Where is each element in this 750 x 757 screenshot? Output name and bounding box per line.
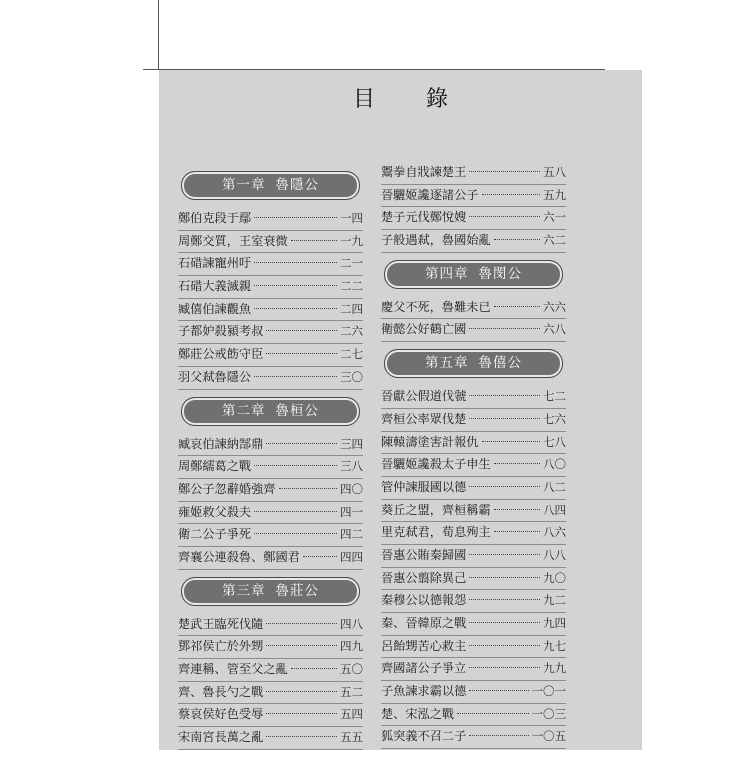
entry-page-number: 九〇 bbox=[543, 570, 566, 585]
entry-title: 陳轅濤塗害計報仇 bbox=[381, 432, 481, 453]
entry-title: 蔡哀侯好色受辱 bbox=[178, 704, 265, 725]
toc-entry[interactable] bbox=[381, 185, 566, 208]
toc-entry[interactable] bbox=[178, 456, 363, 479]
dot-leader bbox=[469, 554, 540, 555]
dot-leader bbox=[254, 376, 337, 377]
entry-title: 齊桓公率眾伐楚 bbox=[381, 409, 468, 430]
entry-title: 齊連稱、管至父之亂 bbox=[178, 659, 290, 680]
dot-leader bbox=[469, 486, 540, 487]
toc-entry[interactable] bbox=[381, 207, 566, 230]
chapter-heading bbox=[384, 260, 563, 289]
toc-entry[interactable] bbox=[381, 477, 566, 500]
entry-page-number: 二二 bbox=[340, 279, 363, 294]
dot-leader bbox=[303, 556, 337, 557]
dot-leader bbox=[254, 217, 337, 218]
chapter-group bbox=[381, 162, 566, 253]
dot-leader bbox=[469, 622, 540, 623]
dot-leader bbox=[469, 328, 540, 329]
entry-title: 石碏諫寵州吁 bbox=[178, 253, 253, 274]
toc-entry[interactable] bbox=[381, 613, 566, 636]
entry-title: 呂飴甥苦心救主 bbox=[381, 636, 468, 657]
chapter-group bbox=[178, 171, 363, 390]
entry-page-number: 六八 bbox=[543, 322, 566, 337]
toc-entry[interactable] bbox=[178, 704, 363, 727]
entry-page-number: 一四 bbox=[340, 211, 363, 225]
entry-title: 羽父弒魯隱公 bbox=[178, 367, 253, 388]
entry-page-number: 五二 bbox=[340, 684, 363, 699]
toc-entry[interactable] bbox=[178, 502, 363, 525]
toc-entry[interactable] bbox=[381, 522, 566, 545]
entry-title: 里克弒君，荀息殉主 bbox=[381, 522, 493, 543]
toc-entry[interactable] bbox=[381, 297, 566, 320]
toc-entry[interactable] bbox=[381, 704, 566, 727]
toc-entry[interactable] bbox=[178, 276, 363, 299]
toc-entry[interactable] bbox=[381, 162, 566, 185]
entry-page-number: 六一 bbox=[543, 210, 566, 225]
entry-title: 鄭伯克段于鄢 bbox=[178, 208, 253, 229]
entry-title: 臧哀伯諫納郜鼎 bbox=[178, 434, 265, 455]
toc-entry[interactable] bbox=[178, 253, 363, 276]
entry-title: 鄭公子忽辭婚強齊 bbox=[178, 479, 278, 500]
entry-page-number: 九九 bbox=[543, 661, 566, 676]
entry-title: 周鄭交質，王室衰微 bbox=[178, 231, 290, 252]
dot-leader bbox=[469, 599, 540, 600]
entry-title: 晉獻公假道伐虢 bbox=[381, 386, 468, 407]
entry-page-number: 九四 bbox=[543, 616, 566, 630]
entry-page-number: 七六 bbox=[543, 411, 566, 426]
dot-leader bbox=[254, 533, 337, 534]
dot-leader bbox=[279, 488, 338, 489]
entry-page-number: 三八 bbox=[340, 459, 363, 474]
entry-page-number: 四四 bbox=[340, 549, 363, 564]
toc-entry[interactable] bbox=[178, 636, 363, 659]
entry-title: 子魚諫求霸以德 bbox=[381, 681, 468, 702]
chapter-heading bbox=[181, 577, 360, 606]
dot-leader bbox=[291, 240, 337, 241]
entry-page-number: 五五 bbox=[340, 730, 363, 745]
entry-page-number: 三四 bbox=[340, 436, 363, 451]
dot-leader bbox=[291, 668, 337, 669]
toc-entry[interactable] bbox=[178, 434, 363, 457]
entry-page-number: 一〇一 bbox=[531, 684, 566, 699]
dot-leader bbox=[266, 353, 337, 354]
toc-entry[interactable] bbox=[381, 568, 566, 591]
dot-leader bbox=[254, 511, 337, 512]
chapter-group bbox=[178, 577, 363, 750]
crop-mark-vertical bbox=[158, 0, 159, 70]
toc-entry[interactable] bbox=[178, 524, 363, 547]
toc-entry[interactable] bbox=[178, 208, 363, 231]
entry-page-number: 五八 bbox=[543, 165, 566, 179]
entry-title: 鬻拳自戕諫楚王 bbox=[381, 162, 468, 183]
chapter-name: 魯閔公 bbox=[478, 265, 522, 282]
entry-page-number: 六六 bbox=[543, 299, 566, 314]
entry-page-number: 八四 bbox=[543, 502, 566, 517]
toc-entry[interactable] bbox=[381, 658, 566, 681]
dot-leader bbox=[469, 418, 540, 419]
toc-entry[interactable] bbox=[381, 386, 566, 409]
dot-leader bbox=[482, 441, 541, 442]
toc-entry[interactable] bbox=[178, 614, 363, 637]
dot-leader bbox=[482, 194, 541, 195]
chapter-group bbox=[381, 349, 566, 749]
entry-page-number: 二七 bbox=[340, 347, 363, 362]
chapter-number: 第五章 bbox=[425, 355, 469, 372]
entry-title: 雍姬救父殺夫 bbox=[178, 502, 253, 523]
dot-leader bbox=[266, 330, 337, 331]
entry-page-number: 四一 bbox=[340, 504, 363, 519]
entry-title: 石碏大義滅親 bbox=[178, 276, 253, 297]
entry-page-number: 九七 bbox=[543, 638, 566, 653]
entry-title: 楚子元伐鄭悅嫂 bbox=[381, 207, 468, 228]
entry-title: 臧僖伯諫觀魚 bbox=[178, 299, 253, 320]
entry-page-number: 四九 bbox=[340, 639, 363, 654]
toc-entry[interactable] bbox=[381, 409, 566, 432]
entry-title: 子都妒殺潁考叔 bbox=[178, 321, 265, 342]
toc-right-column bbox=[381, 162, 566, 756]
entry-title: 衛懿公好鶴亡國 bbox=[381, 319, 468, 340]
toc-entry[interactable] bbox=[178, 231, 363, 254]
dot-leader bbox=[266, 623, 337, 624]
dot-leader bbox=[254, 285, 337, 286]
dot-leader bbox=[469, 735, 528, 736]
dot-leader bbox=[494, 306, 540, 307]
entry-page-number: 一九 bbox=[340, 233, 363, 248]
dot-leader bbox=[266, 691, 337, 692]
chapter-heading bbox=[384, 349, 563, 378]
toc-entry[interactable] bbox=[381, 432, 566, 455]
toc-page bbox=[159, 70, 642, 750]
toc-entry[interactable] bbox=[381, 454, 566, 477]
toc-entry[interactable] bbox=[178, 479, 363, 502]
entry-page-number: 八八 bbox=[543, 547, 566, 562]
dot-leader bbox=[469, 171, 540, 172]
entry-page-number: 三〇 bbox=[340, 369, 363, 384]
dot-leader bbox=[266, 713, 337, 714]
dot-leader bbox=[494, 239, 540, 240]
dot-leader bbox=[266, 645, 337, 646]
entry-page-number: 八六 bbox=[543, 525, 566, 540]
entry-title: 晉驪姬讒殺太子申生 bbox=[381, 454, 493, 475]
dot-leader bbox=[494, 463, 540, 464]
entry-title: 狐突義不召二子 bbox=[381, 726, 468, 747]
entry-title: 楚武王臨死伐隨 bbox=[178, 614, 265, 635]
entry-page-number: 五四 bbox=[340, 707, 363, 722]
dot-leader bbox=[254, 308, 337, 309]
toc-entry[interactable] bbox=[178, 321, 363, 344]
chapter-group bbox=[381, 260, 566, 342]
entry-title: 鄧祁侯亡於外甥 bbox=[178, 636, 265, 657]
dot-leader bbox=[494, 509, 540, 510]
chapter-name: 魯僖公 bbox=[478, 355, 522, 372]
dot-leader bbox=[494, 531, 540, 532]
chapter-heading bbox=[181, 171, 360, 200]
toc-entry[interactable] bbox=[381, 319, 566, 342]
toc-entry[interactable] bbox=[178, 682, 363, 705]
entry-title: 齊國諸公子爭立 bbox=[381, 658, 468, 679]
entry-page-number: 五〇 bbox=[340, 662, 363, 676]
entry-page-number: 一〇三 bbox=[531, 706, 566, 721]
chapter-number: 第二章 bbox=[222, 402, 266, 419]
entry-title: 宋南宮長萬之亂 bbox=[178, 727, 265, 748]
entry-title: 齊襄公連殺魯、鄭國君 bbox=[178, 547, 302, 568]
chapter-name: 魯隱公 bbox=[275, 177, 319, 193]
entry-title: 慶父不死，魯難未已 bbox=[381, 297, 493, 318]
entry-title: 齊、魯長勺之戰 bbox=[178, 682, 265, 703]
toc-left-column bbox=[178, 171, 363, 757]
toc-entry[interactable] bbox=[178, 367, 363, 390]
toc-entry[interactable] bbox=[178, 727, 363, 750]
entry-page-number: 八〇 bbox=[543, 457, 566, 472]
entry-page-number: 一〇五 bbox=[531, 729, 566, 744]
entry-page-number: 五九 bbox=[543, 187, 566, 202]
dot-leader bbox=[469, 577, 540, 578]
entry-page-number: 四二 bbox=[340, 527, 363, 542]
toc-entry[interactable] bbox=[178, 299, 363, 322]
entry-page-number: 四八 bbox=[340, 616, 363, 631]
dot-leader bbox=[469, 395, 540, 396]
dot-leader bbox=[457, 713, 528, 714]
toc-entry[interactable] bbox=[381, 726, 566, 749]
entry-page-number: 九二 bbox=[543, 593, 566, 608]
toc-entry[interactable] bbox=[381, 230, 566, 253]
chapter-number: 第四章 bbox=[425, 265, 469, 282]
entry-title: 晉惠公賄秦歸國 bbox=[381, 545, 468, 566]
toc-entry[interactable] bbox=[381, 590, 566, 613]
chapter-name: 魯莊公 bbox=[275, 582, 319, 599]
toc-entry[interactable] bbox=[381, 636, 566, 659]
chapter-heading bbox=[181, 397, 360, 426]
entry-title: 周鄭繻葛之戰 bbox=[178, 456, 253, 477]
entry-page-number: 二六 bbox=[340, 324, 363, 339]
entry-title: 管仲諫服國以德 bbox=[381, 477, 468, 498]
entry-title: 秦、晉韓原之戰 bbox=[381, 613, 468, 634]
toc-entry[interactable] bbox=[381, 681, 566, 704]
chapter-name: 魯桓公 bbox=[275, 402, 319, 419]
entry-page-number: 四〇 bbox=[340, 481, 363, 496]
chapter-number: 第三章 bbox=[222, 582, 266, 599]
entry-title: 鄭莊公戒飭守臣 bbox=[178, 344, 265, 365]
chapter-group bbox=[178, 397, 363, 570]
entry-title: 子般遇弒，魯國始亂 bbox=[381, 230, 493, 251]
dot-leader bbox=[469, 667, 540, 668]
entry-page-number: 二四 bbox=[340, 301, 363, 316]
entry-page-number: 六二 bbox=[543, 233, 566, 248]
toc-entry[interactable] bbox=[178, 547, 363, 570]
entry-title: 衛二公子爭死 bbox=[178, 524, 253, 545]
entry-title: 秦穆公以德報怨 bbox=[381, 590, 468, 611]
entry-title: 葵丘之盟，齊桓稱霸 bbox=[381, 500, 493, 521]
dot-leader bbox=[469, 216, 540, 217]
toc-entry[interactable] bbox=[381, 500, 566, 523]
entry-page-number: 八二 bbox=[543, 479, 566, 494]
dot-leader bbox=[469, 645, 540, 646]
chapter-number: 第一章 bbox=[222, 177, 266, 193]
dot-leader bbox=[254, 262, 337, 263]
dot-leader bbox=[469, 690, 528, 691]
dot-leader bbox=[266, 443, 337, 444]
entry-title: 晉惠公翦除異己 bbox=[381, 568, 468, 589]
entry-title: 晉驪姬讒逐諸公子 bbox=[381, 185, 481, 206]
dot-leader bbox=[254, 465, 337, 466]
entry-page-number: 二一 bbox=[340, 256, 363, 271]
toc-entry[interactable] bbox=[381, 545, 566, 568]
entry-page-number: 七八 bbox=[543, 434, 566, 449]
toc-entry[interactable] bbox=[178, 659, 363, 682]
entry-page-number: 七二 bbox=[543, 389, 566, 404]
page-title: 目 錄 bbox=[353, 87, 470, 112]
entry-title: 楚、宋泓之戰 bbox=[381, 704, 456, 725]
toc-entry[interactable] bbox=[178, 344, 363, 367]
dot-leader bbox=[266, 736, 337, 737]
